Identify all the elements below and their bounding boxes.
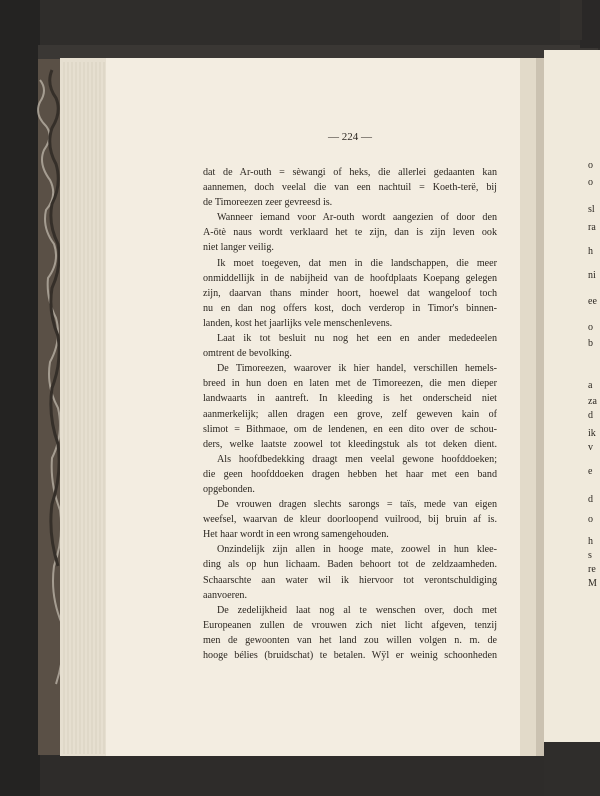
text-line: De zedelijkheid laat nog al te wenschen over, doch met <box>217 604 497 616</box>
text-line: landen, kost het jaarlijks vele menschenlevens. <box>203 317 393 329</box>
text-line: Europeanen zullen de vrouwen zich niet licht afgeven, tenzij <box>203 619 497 631</box>
gutter-crease <box>536 58 544 758</box>
facing-page-fragment: h <box>588 246 593 257</box>
text-line: Ik moet toegeven, dat men in die landschappen, die meer <box>217 257 497 269</box>
text-line: Schaarschte aan water wil ik hiervoor tot verontschuldiging <box>203 574 497 586</box>
facing-page-fragment: sl <box>588 204 595 215</box>
facing-page-fragment: h <box>588 536 593 547</box>
text-line: omtrent de bevolking. <box>203 348 292 360</box>
facing-page-fragment: s <box>588 550 592 561</box>
text-line: opgebonden. <box>203 483 255 495</box>
text-line: dat de Ar-outh = sèwangi of heks, die allerlei gedaanten kan <box>203 167 497 178</box>
facing-page-fragment: o <box>588 177 593 188</box>
facing-page-fragment: za <box>588 396 597 407</box>
text-line: Wanneer iemand voor Ar-outh wordt aangezien of door den <box>217 212 497 224</box>
facing-page-fragment: b <box>588 338 593 349</box>
right-cover <box>580 0 600 48</box>
text-line: aannemen, doch veelal die van een nachtuil = Koeth-terë, bij <box>203 182 497 194</box>
text-line: aanmerkelijk; allen dragen een grove, zelf geweven kain of <box>203 408 497 420</box>
facing-page-fragment: ni <box>588 270 596 281</box>
cover-left-edge <box>0 0 40 796</box>
facing-page-fragment: ra <box>588 222 596 233</box>
facing-page-fragment: d <box>588 410 593 421</box>
text-line: Laat ik tot besluit nu nog het een en ander mededeelen <box>217 333 497 345</box>
top-cover-edge <box>38 45 598 59</box>
right-cover-strip <box>560 0 582 40</box>
text-line: landwaarts in aantreft. In kleeding is het onderscheid niet <box>203 393 497 405</box>
text-line: onmiddellijk in de nabijheid van de hoofdplaats Koepang gelegen <box>203 272 497 284</box>
text-line: Het haar wordt in een wrong samengehouden. <box>203 529 389 541</box>
facing-page-fragment: d <box>588 494 593 505</box>
body-text <box>203 165 497 663</box>
text-line: de Timoreezen zeer gevreesd is. <box>203 197 333 209</box>
text-line: zijn, daarvan thans minder hoort, hoewel dat wangeloof toch <box>203 287 497 299</box>
facing-page-fragment: a <box>588 380 593 391</box>
text-line: ders, welke laatste zoowel tot kleedingstuk als tot deken dient. <box>203 438 497 450</box>
bottom-background <box>40 756 544 796</box>
facing-page-fragment: M <box>588 578 597 589</box>
facing-page-fragment: ik <box>588 428 596 439</box>
text-line: weefsel, waarvan de kleur doorloopend vuilrood, bij bruin af is. <box>203 514 497 526</box>
text-line: die geen hoofddoeken dragen hebben het haar met een band <box>203 468 497 480</box>
text-line: Onzindelijk zijn allen in hooge mate, zoowel in hun klee- <box>217 544 497 556</box>
text-line: hooge bélies (bruidschat) te betalen. Wÿl er weinig schoonheden <box>203 650 497 661</box>
text-line: niet langer veilig. <box>203 242 274 254</box>
text-line: nu en dan nog offers kost, doch verderop in Timor's binnen- <box>203 302 497 314</box>
text-line: ding als op hun lichaam. Baden behoort tot de zeldzaamheden. <box>203 559 497 571</box>
text-line: De vrouwen dragen slechts sarongs = taïs, mede van eigen <box>217 499 497 511</box>
facing-page-fragment: v <box>588 442 593 453</box>
text-line: aanvoeren. <box>203 589 247 601</box>
facing-page-fragment: re <box>588 564 596 575</box>
text-line: breed in hun doen en laten met de Timoreezen, die men dieper <box>203 378 497 390</box>
text-line: men de gewoonten van het land zou willen volgen n. m. de <box>203 634 497 646</box>
facing-page-fragment: e <box>588 466 593 477</box>
facing-page-fragment: o <box>588 322 593 333</box>
page-number: — 224 — <box>328 131 372 143</box>
facing-page-fragment: o <box>588 514 593 525</box>
text-line: Als hoofdbedekking draagt men veelal gewone hoofddoeken; <box>217 453 497 465</box>
text-line: A-ōtè naus wordt verklaard het te zijn, dan is zijn leven ook <box>203 227 497 239</box>
text-line: slimot = Bithmaoe, om de lendenen, en een dito over de schou- <box>203 423 497 435</box>
facing-page-fragment: ee <box>588 296 597 307</box>
text-line: De Timoreezen, waarover ik hier handel, verschillen hemels- <box>217 363 497 375</box>
facing-page-fragment: o <box>588 160 593 171</box>
